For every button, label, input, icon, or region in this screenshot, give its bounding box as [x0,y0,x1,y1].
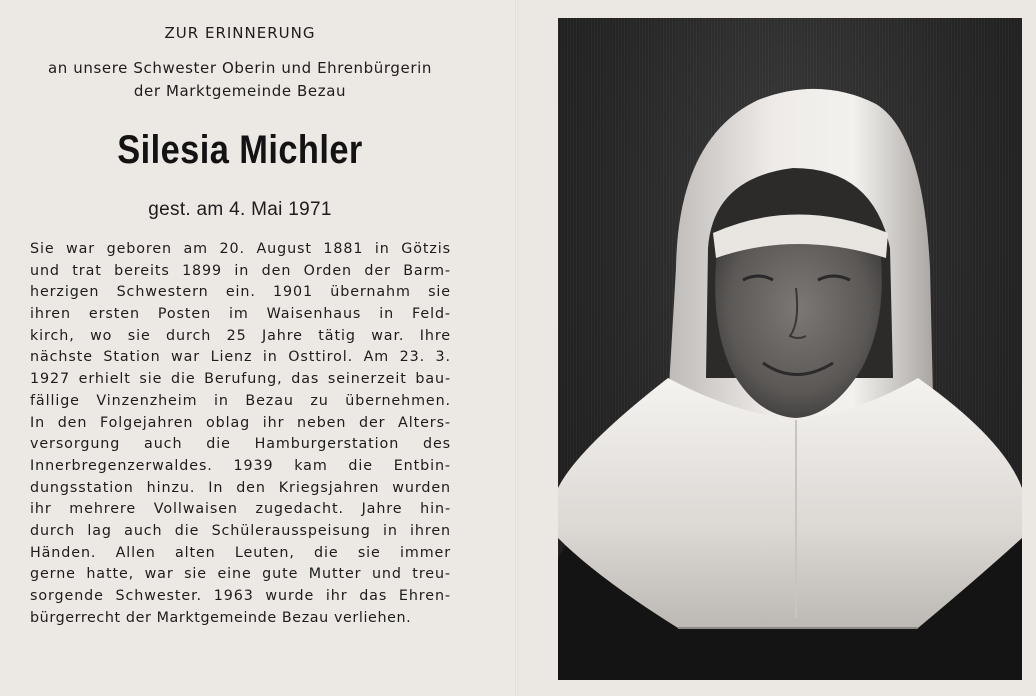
biography-line: sorgende Schwester. 1963 wurde ihr das Ehren- [30,588,451,604]
biography-line: dungsstation hinzu. In den Kriegsjahren wurden [30,479,451,496]
biography-line: kirch, wo sie durch 25 Jahre tätig war. Ihre [30,327,451,344]
biography-line: In den Folgejahren oblag ihr neben der Alters- [30,414,451,431]
death-date: gest. am 4. Mai 1971 [148,199,332,220]
biography-line: Händen. Allen alten Leuten, die sie immer [30,544,451,561]
biography-line: Sie war geboren am 20. August 1881 in Götzis [30,241,451,257]
portrait-photo [558,18,1022,680]
portrait-illustration [558,18,1022,680]
biography-line: bürgerrecht der Marktgemeinde Bezau verliehen. [30,609,412,626]
biography-line: herzigen Schwestern ein. 1901 übernahm sie [30,284,451,301]
biography-line: gerne hatte, war sie eine gute Mutter und treu- [30,566,451,583]
biography-line: 1927 erhielt sie die Berufung, das seinerzeit bau- [30,371,451,388]
card-left-page [0,0,515,696]
deceased-name: Silesia Michler [117,128,363,172]
biography-line: nächste Station war Lienz in Osttirol. Am 23. 3. [30,349,451,366]
biography-line: Innerbregenzerwaldes. 1939 kam die Entbin- [30,457,451,474]
biography-line: ihr mehrere Vollwaisen zugedacht. Jahre hin- [30,501,451,518]
biography-line: ihren ersten Posten im Waisenhaus in Feld- [30,306,451,323]
biography-line: durch lag auch die Schülerausspeisung in ihren [30,522,451,539]
biography-text [30,239,451,629]
biography-line: versorgung auch die Hamburgerstation des [30,436,451,453]
memorial-heading: ZUR ERINNERUNG [164,24,316,42]
dedication-line-1: an unsere Schwester Oberin und Ehrenbürgerin [48,59,432,77]
biography-line: fällige Vinzenzheim in Bezau zu übernehmen. [30,392,451,409]
biography-line: und trat bereits 1899 in den Orden der Barm- [30,262,451,279]
dedication-line-2: der Marktgemeinde Bezau [133,82,347,100]
